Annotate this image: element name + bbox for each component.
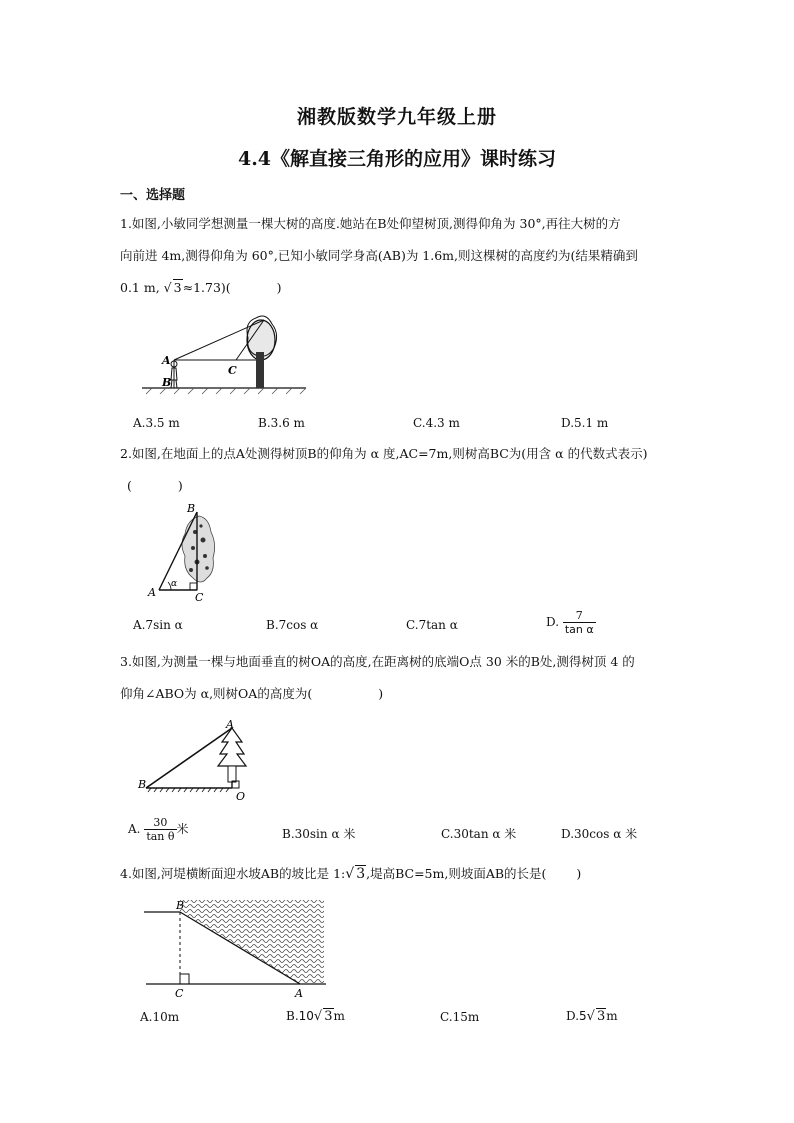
page-title: 湘教版数学九年级上册: [296, 106, 497, 128]
q4-sqrt: √ 3: [345, 866, 366, 882]
q2-line1: 2.如图,在地面上的点A处测得树顶B的仰角为 α 度,AC=7m,则树高BC为(用含 α 的代数式表示): [120, 446, 648, 461]
q1-line3-pre: 0.1 m,: [120, 280, 160, 295]
q1-line3-end: ): [276, 280, 282, 295]
q1-label-c: C: [228, 364, 237, 377]
q2-figure: [143, 500, 223, 604]
q3-line1: 3.如图,为测量一棵与地面垂直的树OA的高度,在距离树的底端O点 30 米的B处,测得树顶 4 的: [120, 654, 635, 669]
q4-option-a[interactable]: A.10m: [140, 1010, 180, 1024]
q3-option-a[interactable]: A. $\frac{30}{\text{tan θ}}$ 米: [128, 816, 189, 843]
q3-line2: 仰角∠ABO为 α,则树OA的高度为( ): [120, 686, 384, 701]
q3-option-c[interactable]: C.30tan α 米: [441, 827, 517, 841]
q3-option-d[interactable]: D.30cos α 米: [561, 827, 638, 841]
q1-option-a[interactable]: A.3.5 m: [133, 416, 180, 430]
q4-option-b[interactable]: B.10√ 3m: [286, 1009, 345, 1024]
q2-line2: ( ): [127, 478, 183, 493]
q2-label-b: B: [187, 502, 196, 515]
q1-option-c[interactable]: C.4.3 m: [413, 416, 460, 430]
q2-option-d-fraction: $\frac{7}{\text{tan α}}$: [564, 609, 594, 636]
q2-option-d[interactable]: D. $\frac{7}{\text{tan α}}$: [546, 609, 594, 636]
q2-option-b[interactable]: B.7cos α: [266, 618, 319, 632]
q4-label-a: A: [295, 987, 303, 1000]
q1-line3: [120, 273, 282, 303]
q4-option-c[interactable]: C.15m: [440, 1010, 480, 1024]
q3-figure: [136, 716, 256, 804]
q4-option-d[interactable]: D.5√ 3m: [566, 1009, 618, 1024]
q4-figure: [140, 898, 330, 1000]
q3-option-a-fraction: $\frac{30}{\text{tan θ}}$: [146, 816, 175, 843]
q1-line2: 向前进 4m,测得仰角为 60°,已知小敏同学身高(AB)为 1.6m,则这棵树的高度约为(结果精确到: [120, 248, 638, 263]
q1-option-b[interactable]: B.3.6 m: [258, 416, 305, 430]
q1-sqrt: √ 3: [163, 280, 182, 295]
q1-line1: 1.如图,小敏同学想测量一棵大树的高度.她站在B处仰望树顶,测得仰角为 30°,再往大树的方: [120, 216, 621, 231]
q2-option-c[interactable]: C.7tan α: [406, 618, 458, 632]
q1-option-d[interactable]: D.5.1 m: [561, 416, 609, 430]
q2-label-a: A: [148, 586, 156, 599]
q1-label-a: A: [162, 354, 171, 367]
section-title: 一、选择题: [120, 188, 186, 203]
q4-label-b: B: [176, 899, 185, 912]
page-subtitle: 4.4《解直接三角形的应用》课时练习: [237, 148, 557, 170]
q2-label-c: C: [195, 591, 204, 604]
q2-option-a[interactable]: A.7sin α: [133, 618, 183, 632]
q3-label-a: A: [226, 718, 234, 731]
q3-label-b: B: [138, 778, 147, 791]
q1-label-b: B: [162, 376, 172, 389]
q4-line1: 4.如图,河堤横断面迎水坡AB的坡比是 1:√ 3,堤高BC=5m,则坡面AB的长是( ): [120, 866, 582, 882]
q1-figure: [140, 310, 310, 396]
q1-line3-post: ≈1.73)(: [182, 280, 231, 295]
q2-label-alpha: α: [171, 579, 178, 589]
q3-option-b[interactable]: B.30sin α 米: [282, 827, 356, 841]
q3-label-o: O: [236, 790, 246, 803]
q4-label-c: C: [175, 987, 184, 1000]
